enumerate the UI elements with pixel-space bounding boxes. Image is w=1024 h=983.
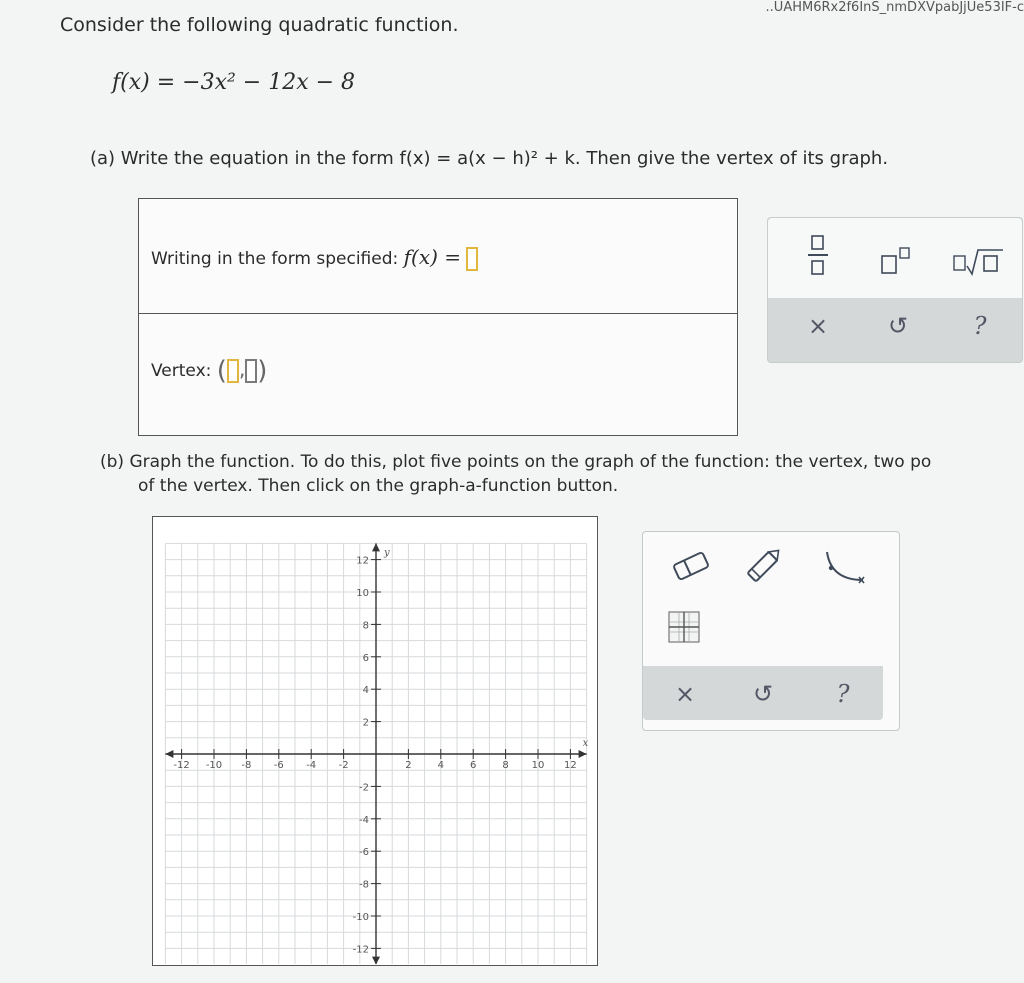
x-axis-arrow-right — [579, 750, 587, 758]
vertex-h-input[interactable] — [227, 359, 239, 383]
parabola-icon[interactable] — [819, 546, 869, 586]
x-axis-arrow-left — [165, 750, 173, 758]
part-a-prompt: (a) Write the equation in the form f(x) = a(x − h)² + k. Then give the vertex of its graph. — [90, 148, 889, 169]
graph-toolbox — [642, 531, 900, 731]
y-tick-label: -8 — [359, 879, 369, 891]
form-answer-input[interactable] — [466, 247, 478, 271]
y-axis-label: y — [384, 547, 390, 559]
graph-panel[interactable] — [152, 516, 598, 966]
vertex-label: Vertex: — [151, 361, 212, 381]
x-tick-label: -8 — [241, 760, 252, 771]
math-help-button[interactable]: ? — [973, 312, 987, 340]
x-tick-label: -6 — [273, 760, 284, 771]
y-tick-label: -2 — [359, 782, 369, 794]
graph-function-icon[interactable] — [667, 610, 701, 644]
coordinate-grid[interactable] — [153, 517, 596, 964]
x-tick-label: 2 — [405, 760, 412, 771]
y-tick-label: 8 — [362, 620, 369, 632]
graph-tool-actions — [643, 666, 883, 720]
eraser-icon[interactable] — [669, 548, 713, 584]
x-tick-label: -10 — [205, 760, 223, 771]
part-b-line-1: (b) Graph the function. To do this, plot five points on the graph of the function: the vertex, two po — [100, 452, 932, 472]
y-axis-arrow-up — [372, 543, 380, 551]
vertex-comma: , — [238, 357, 246, 381]
y-tick-label: -4 — [359, 814, 369, 826]
math-toolbox — [767, 217, 1023, 363]
x-tick-label: 6 — [470, 760, 477, 771]
pencil-icon[interactable] — [741, 544, 785, 588]
x-axis-label: x — [582, 738, 589, 749]
x-tick-label: -12 — [173, 760, 190, 771]
function-display: f(x) = −3x² − 12x − 8 — [112, 70, 356, 95]
x-tick-label: -4 — [306, 760, 317, 771]
url-fragment: ..UAHM6Rx2f6InS_nmDXVpabJjUe53IF-c — [765, 0, 1024, 15]
vertex-answer-row — [139, 314, 737, 435]
y-tick-label: -10 — [352, 912, 369, 923]
vertex-close-paren: ) — [257, 356, 268, 386]
y-tick-label: 10 — [356, 588, 369, 599]
problem-heading: Consider the following quadratic function. — [60, 14, 459, 36]
y-tick-label: -6 — [359, 847, 369, 859]
graph-undo-button[interactable]: ↺ — [752, 680, 774, 708]
x-tick-label: 4 — [437, 760, 444, 771]
vertex-k-input[interactable] — [245, 359, 257, 383]
x-tick-label: 8 — [502, 760, 509, 771]
y-tick-label: 2 — [362, 717, 369, 729]
graph-help-button[interactable]: ? — [836, 680, 850, 708]
y-tick-label: -12 — [352, 944, 369, 956]
x-tick-label: 10 — [531, 760, 545, 771]
vertex-open-paren: ( — [216, 356, 227, 386]
form-label: Writing in the form specified: — [151, 249, 399, 269]
form-answer-line — [151, 245, 478, 271]
y-axis-arrow-down — [372, 957, 380, 964]
exponent-icon[interactable] — [878, 244, 918, 278]
x-tick-label: 12 — [564, 760, 577, 771]
form-answer-row — [139, 199, 737, 314]
part-b-line-2: of the vertex. Then click on the graph-a-function button. — [138, 476, 619, 496]
math-tool-row — [768, 218, 1022, 298]
vertex-answer-line — [151, 356, 267, 386]
nth-root-icon[interactable] — [951, 244, 1007, 278]
math-clear-button[interactable]: × — [807, 312, 829, 340]
y-tick-label: 12 — [356, 555, 369, 567]
form-lhs: f(x) = — [403, 245, 462, 269]
answer-panel — [138, 198, 738, 436]
y-tick-label: 6 — [362, 652, 369, 664]
graph-clear-button[interactable]: × — [674, 680, 696, 708]
fraction-icon[interactable] — [804, 232, 832, 278]
part-b-prompt — [100, 450, 931, 498]
x-tick-label: -2 — [338, 760, 349, 771]
math-undo-button[interactable]: ↺ — [887, 312, 909, 340]
y-tick-label: 4 — [362, 685, 369, 697]
